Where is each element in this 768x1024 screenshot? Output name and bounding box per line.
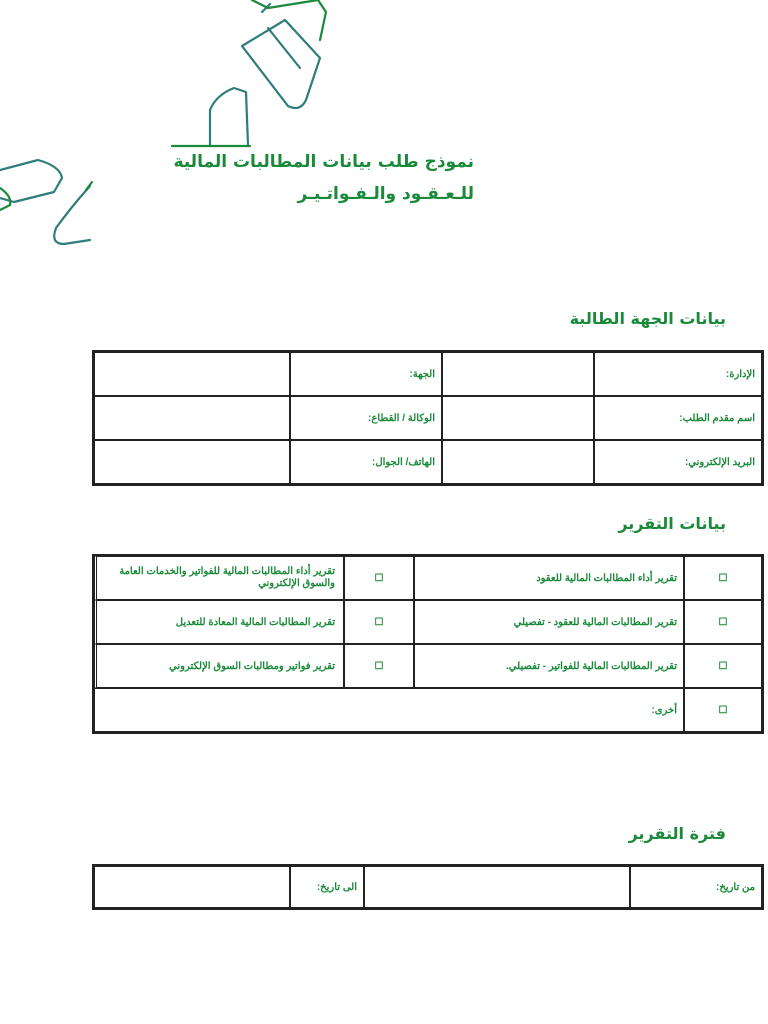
report-option-label: تقرير فواتير ومطالبات السوق الإلكتروني <box>94 644 344 688</box>
requester-section-heading: بيانات الجهة الطالبة <box>569 309 726 328</box>
table-row <box>94 396 762 440</box>
requester-table <box>92 350 764 486</box>
agency-sector-label: الوكالة / القطاع: <box>290 396 442 440</box>
report-option-label: تقرير المطالبات المالية المعادة للتعديل <box>94 600 344 644</box>
table-row <box>94 600 762 644</box>
to-date-field[interactable] <box>94 866 290 908</box>
checkbox-icon[interactable]: ☐ <box>344 556 414 600</box>
other-option-label[interactable]: أخرى: <box>94 688 684 732</box>
agency-sector-field[interactable] <box>94 396 290 440</box>
department-label: الإدارة: <box>594 352 762 396</box>
report-option-label: تقرير أداء المطالبات المالية للعقود <box>414 556 684 600</box>
table-row <box>94 688 762 732</box>
report-option-label: تقرير المطالبات المالية للعقود - تفصيلي <box>414 600 684 644</box>
brand-logo-shapes <box>0 0 768 260</box>
email-field[interactable] <box>442 440 594 484</box>
period-section-heading: فترة التقرير <box>628 824 726 843</box>
from-date-label: من تاريخ: <box>630 866 762 908</box>
entity-label: الجهة: <box>290 352 442 396</box>
phone-field[interactable] <box>94 440 290 484</box>
report-option-label: تقرير أداء المطالبات المالية للفواتير والخدمات العامة والسوق الإلكتروني <box>94 556 344 600</box>
department-field[interactable] <box>442 352 594 396</box>
report-section-heading: بيانات التقرير <box>618 514 726 533</box>
checkbox-icon[interactable]: ☐ <box>684 600 762 644</box>
to-date-label: الى تاريخ: <box>290 866 364 908</box>
email-label: البريد الإلكتروني: <box>594 440 762 484</box>
phone-label: الهاتف/ الجوال: <box>290 440 442 484</box>
requester-name-field[interactable] <box>442 396 594 440</box>
table-row <box>94 440 762 484</box>
checkbox-icon[interactable]: ☐ <box>344 600 414 644</box>
table-row <box>94 556 762 600</box>
form-title-line2: للـعـقـود والـفـواتـيـر <box>297 184 474 204</box>
table-row <box>94 644 762 688</box>
checkbox-icon[interactable]: ☐ <box>684 644 762 688</box>
period-table <box>92 864 764 910</box>
form-title-line1: نموذج طلب بيانات المطالبات المالية <box>173 152 474 172</box>
table-row <box>94 866 762 908</box>
requester-name-label: اسم مقدم الطلب: <box>594 396 762 440</box>
checkbox-icon[interactable]: ☐ <box>684 688 762 732</box>
checkbox-icon[interactable]: ☐ <box>344 644 414 688</box>
entity-field[interactable] <box>94 352 290 396</box>
report-option-label: تقرير المطالبات المالية للفواتير - تفصيلي. <box>414 644 684 688</box>
table-row <box>94 352 762 396</box>
checkbox-icon[interactable]: ☐ <box>684 556 762 600</box>
from-date-field[interactable] <box>364 866 630 908</box>
report-table <box>92 554 764 734</box>
